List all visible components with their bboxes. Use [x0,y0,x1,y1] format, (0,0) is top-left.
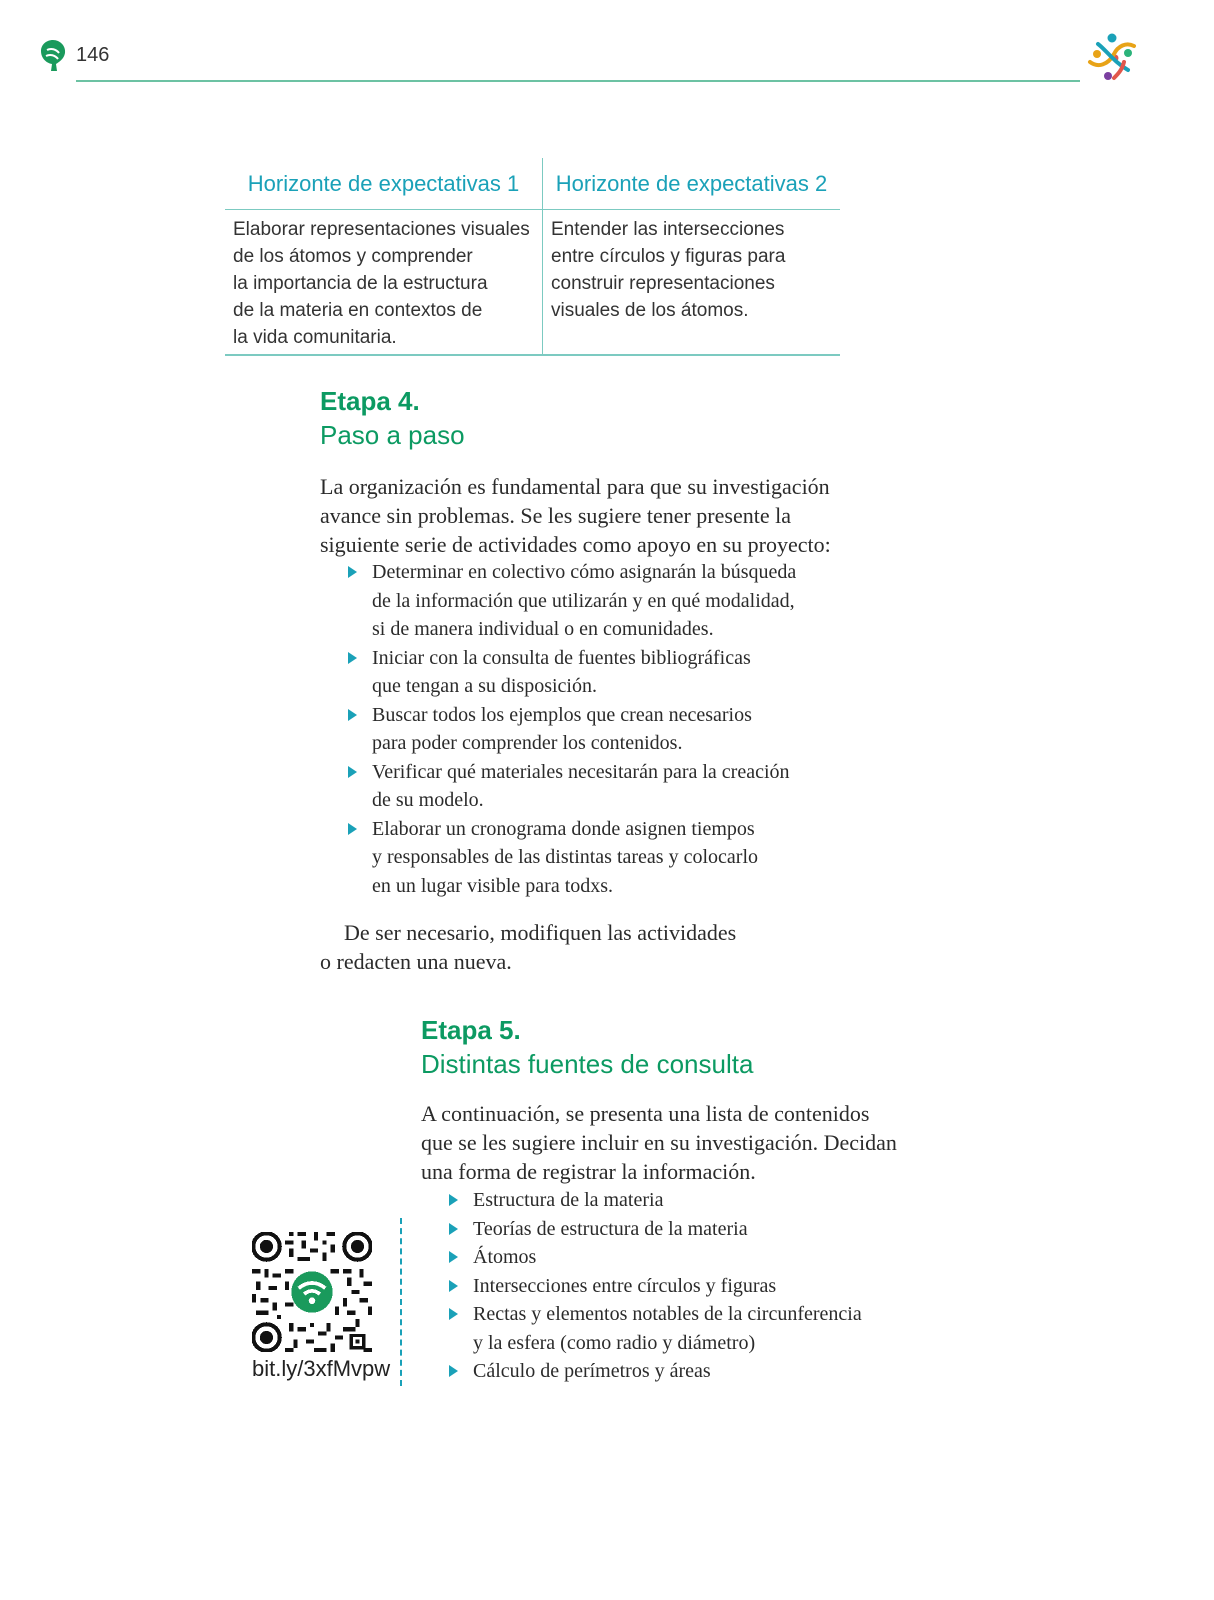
text-line: si de manera individual o en comunidades. [372,618,714,640]
bullet-triangle-icon [348,823,357,835]
list-item [447,1300,907,1357]
community-figures-icon [1084,32,1140,84]
text-line: que se les sugiere incluir en su investigación. Decidan [421,1130,897,1155]
table-bottom-rule [225,354,840,356]
list-item [447,1243,907,1272]
qr-link-text[interactable]: bit.ly/3xfMvpw [252,1356,391,1381]
text-line: Entender las intersecciones [551,219,785,240]
text-line: visuales de los átomos. [551,300,749,321]
list-item [346,644,856,701]
list-item [447,1215,907,1244]
text-line: en un lugar visible para todxs. [372,874,614,897]
horizon-column-2 [543,158,840,355]
text-line: Estructura de la materia [473,1189,664,1211]
bullet-triangle-icon [348,709,357,721]
text-line: Elaborar un cronograma donde asignen tiempos [372,817,755,840]
text-line: de los átomos y comprender [233,246,473,267]
text-line: Buscar todos los ejemplos que crean necesarios [372,703,752,726]
horizon-heading-2: Horizonte de expectativas 2 [543,158,840,210]
etapa4-title: Paso a paso [320,420,465,450]
text-line: Cálculo de perímetros y áreas [473,1360,711,1382]
text-line: La organización es fundamental para que su investigación [320,474,830,499]
text-line: Teorías de estructura de la materia [473,1217,748,1240]
text-line: Determinar en colectivo cómo asignarán la búsqueda [372,561,797,583]
text-line: o redacten una nueva. [320,949,512,974]
horizon-table [225,158,840,358]
header-rule [76,80,1080,82]
horizon-body-1 [233,216,536,351]
etapa5-content-list [447,1186,907,1386]
bullet-triangle-icon [348,652,357,664]
etapa4-note [320,918,840,976]
text-line: De ser necesario, modifiquen las actividades [344,920,737,945]
text-line: la vida comunitaria. [233,327,397,348]
list-item [346,701,856,758]
text-line: de su modelo. [372,789,484,811]
bullet-triangle-icon [449,1280,458,1292]
bullet-triangle-icon [348,566,357,578]
list-item [346,758,856,815]
text-line: Elaborar representaciones visuales [233,219,530,240]
leaf-logo-icon [38,38,68,72]
text-line: una forma de registrar la información. [421,1159,756,1184]
text-line: de la información que utilizarán y en qué modalidad, [372,589,795,612]
list-item [346,815,856,901]
list-item [346,558,856,644]
horizon-column-1 [225,158,543,355]
etapa4-intro [320,472,880,559]
text-line: para poder comprender los contenidos. [372,732,683,754]
etapa5-title: Distintas fuentes de consulta [421,1049,754,1079]
text-line: que tengan a su disposición. [372,675,597,697]
bullet-triangle-icon [449,1365,458,1377]
list-item [447,1272,907,1301]
list-item [447,1357,907,1386]
etapa5-intro [421,1099,941,1186]
bullet-triangle-icon [449,1194,458,1206]
text-line: la importancia de la estructura [233,273,488,294]
etapa5-label: Etapa 5. [421,1015,521,1045]
text-line: Iniciar con la consulta de fuentes bibliográficas [372,646,751,669]
bullet-triangle-icon [449,1308,458,1320]
horizon-heading-1: Horizonte de expectativas 1 [225,158,542,210]
page-number: 146 [76,44,110,66]
text-line: siguiente serie de actividades como apoyo en su proyecto: [320,532,831,557]
text-line: Átomos [473,1246,537,1268]
etapa4-activity-list [346,558,856,900]
text-line: avance sin problemas. Se les sugiere tener presente la [320,503,791,528]
text-line: Intersecciones entre círculos y figuras [473,1274,777,1297]
text-line: de la materia en contextos de [233,300,483,321]
dashed-divider [400,1218,402,1386]
text-line: y la esfera (como radio y diámetro) [473,1331,756,1354]
qr-code-icon[interactable] [252,1232,372,1352]
bullet-triangle-icon [449,1223,458,1235]
text-line: A continuación, se presenta una lista de contenidos [421,1101,870,1126]
text-line: y responsables de las distintas tareas y colocarlo [372,846,758,868]
horizon-body-2 [551,216,834,324]
text-line: entre círculos y figuras para [551,246,786,267]
list-item [447,1186,907,1215]
text-line: Rectas y elementos notables de la circunferencia [473,1303,862,1325]
text-line: construir representaciones [551,273,775,294]
bullet-triangle-icon [348,766,357,778]
text-line: Verificar qué materiales necesitarán para la creación [372,760,790,783]
etapa4-label: Etapa 4. [320,386,420,416]
bullet-triangle-icon [449,1251,458,1263]
